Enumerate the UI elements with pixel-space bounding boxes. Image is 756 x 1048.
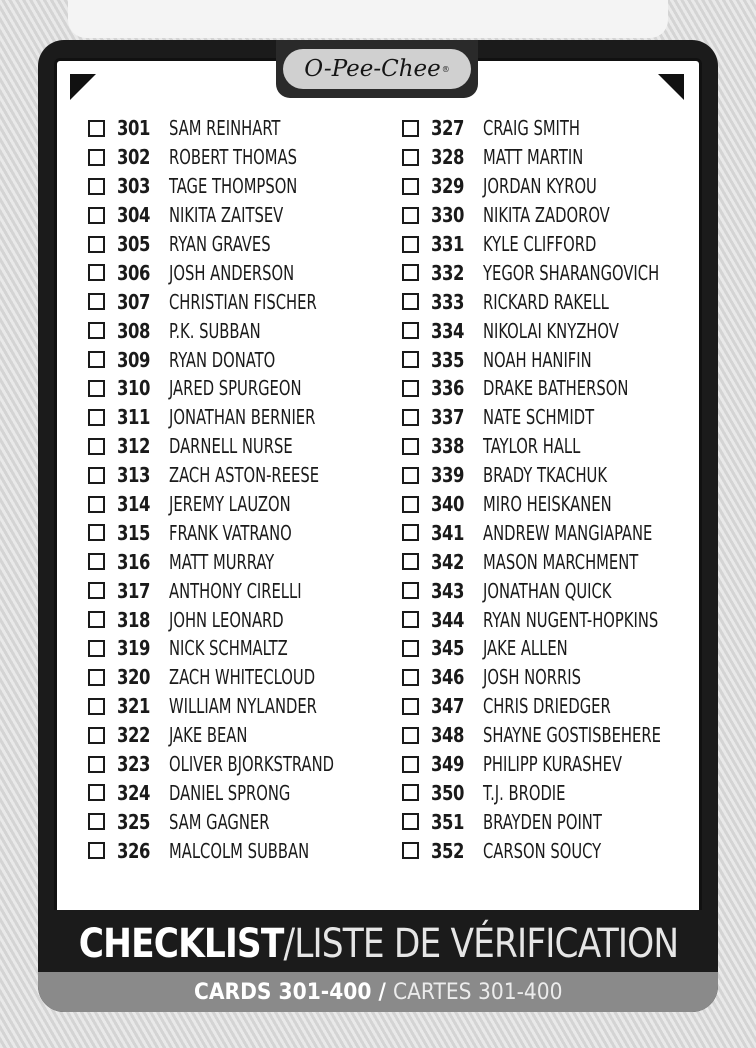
- checklist-column-right: [402, 114, 700, 865]
- checkbox[interactable]: [88, 496, 105, 513]
- checklist-row: [88, 576, 370, 605]
- brand-logo: [276, 40, 478, 98]
- checklist-row: [402, 114, 700, 143]
- checklist-row: [88, 403, 370, 432]
- player-name: ZACH ASTON-REESE: [169, 463, 320, 488]
- player-name: CHRIS DRIEDGER: [483, 694, 611, 719]
- card-number: 308: [117, 318, 151, 343]
- player-name: NATE SCHMIDT: [483, 405, 595, 430]
- card-number: 339: [431, 463, 465, 488]
- player-name: CHRISTIAN FISCHER: [169, 289, 317, 314]
- checkbox[interactable]: [402, 784, 419, 801]
- checkbox[interactable]: [402, 640, 419, 657]
- checkbox[interactable]: [402, 120, 419, 137]
- card-number: 306: [117, 260, 151, 285]
- card-number: 315: [117, 520, 151, 545]
- checklist-row: [402, 403, 700, 432]
- player-name: JARED SPURGEON: [169, 376, 302, 401]
- checkbox[interactable]: [88, 293, 105, 310]
- player-name: MATT MURRAY: [169, 549, 275, 574]
- player-name: NIKOLAI KNYZHOV: [483, 318, 619, 343]
- logo-text: O-Pee-Chee: [304, 56, 441, 82]
- player-name: OLIVER BJORKSTRAND: [169, 752, 334, 777]
- card-number: 351: [431, 809, 465, 834]
- checkbox[interactable]: [402, 842, 419, 859]
- checklist-row: [88, 692, 370, 721]
- player-name: FRANK VATRANO: [169, 520, 292, 545]
- card-number: 322: [117, 723, 151, 748]
- checklist-row: [402, 230, 700, 259]
- checkbox[interactable]: [88, 698, 105, 715]
- checkbox[interactable]: [402, 669, 419, 686]
- player-name: JONATHAN BERNIER: [169, 405, 316, 430]
- checkbox[interactable]: [88, 756, 105, 773]
- player-name: JAKE BEAN: [169, 723, 248, 748]
- card-number: 340: [431, 492, 465, 517]
- checklist-row: [402, 605, 700, 634]
- card-number: 325: [117, 809, 151, 834]
- checklist-row: [88, 836, 370, 865]
- checklist-row: [402, 547, 700, 576]
- logo-badge: [283, 49, 471, 89]
- player-name: RYAN NUGENT-HOPKINS: [483, 607, 659, 632]
- checklist-row: [402, 432, 700, 461]
- checkbox[interactable]: [88, 611, 105, 628]
- card-number: 314: [117, 492, 151, 517]
- subtitle-english: CARDS 301-400: [193, 979, 372, 1005]
- player-name: JEREMY LAUZON: [169, 492, 291, 517]
- player-name: ANDREW MANGIAPANE: [483, 520, 653, 545]
- card-number: 320: [117, 665, 151, 690]
- checkbox[interactable]: [88, 236, 105, 253]
- checklist-row: [402, 721, 700, 750]
- checkbox[interactable]: [402, 236, 419, 253]
- player-name: MALCOLM SUBBAN: [169, 838, 310, 863]
- checkbox[interactable]: [402, 698, 419, 715]
- card-number: 319: [117, 636, 151, 661]
- checklist-row: [88, 316, 370, 345]
- checklist-row: [402, 576, 700, 605]
- card-number: 304: [117, 203, 151, 228]
- card-number: 321: [117, 694, 151, 719]
- checkbox[interactable]: [88, 640, 105, 657]
- checkbox[interactable]: [402, 727, 419, 744]
- card-number: 334: [431, 318, 465, 343]
- player-name: KYLE CLIFFORD: [483, 232, 597, 256]
- card-number: 309: [117, 347, 151, 372]
- checklist-row: [402, 692, 700, 721]
- checkbox[interactable]: [402, 322, 419, 339]
- checkbox[interactable]: [88, 351, 105, 368]
- checkbox[interactable]: [402, 207, 419, 224]
- checklist-row: [402, 345, 700, 374]
- checklist-row: [402, 287, 700, 316]
- checkbox[interactable]: [88, 727, 105, 744]
- player-name: WILLIAM NYLANDER: [169, 694, 317, 719]
- card-number: 348: [431, 723, 465, 748]
- checkbox[interactable]: [402, 756, 419, 773]
- checklist-row: [402, 172, 700, 201]
- card-number: 323: [117, 752, 151, 777]
- checklist-row: [88, 461, 370, 490]
- card-title: [46, 914, 710, 974]
- card-number: 310: [117, 376, 151, 401]
- title-french: LISTE DE VÉRIFICATION: [293, 921, 678, 967]
- card-number: 305: [117, 232, 151, 256]
- player-name: SHAYNE GOSTISBEHERE: [483, 723, 661, 748]
- logo-registered-mark: ®: [441, 64, 450, 74]
- player-name: DARNELL NURSE: [169, 434, 293, 459]
- title-separator: /: [282, 921, 294, 967]
- card-number: 312: [117, 434, 151, 459]
- player-name: DANIEL SPRONG: [169, 780, 291, 805]
- player-name: NIKITA ZADOROV: [483, 203, 610, 228]
- checklist-row: [88, 547, 370, 576]
- checklist-row: [402, 374, 700, 403]
- subtitle-french: CARTES 301-400: [392, 979, 563, 1005]
- checkbox[interactable]: [88, 813, 105, 830]
- checklist-row: [402, 316, 700, 345]
- card-number: 330: [431, 203, 465, 228]
- card-number: 350: [431, 780, 465, 805]
- card-number: 332: [431, 260, 465, 285]
- checkbox[interactable]: [402, 553, 419, 570]
- checklist-row: [88, 172, 370, 201]
- player-name: NIKITA ZAITSEV: [169, 203, 284, 228]
- card-number: 342: [431, 549, 465, 574]
- player-name: JORDAN KYROU: [483, 174, 597, 199]
- checkbox[interactable]: [88, 178, 105, 195]
- checklist-row: [88, 114, 370, 143]
- checkbox[interactable]: [88, 784, 105, 801]
- checkbox[interactable]: [402, 351, 419, 368]
- card-number: 329: [431, 174, 465, 199]
- subtitle-separator: /: [371, 979, 393, 1005]
- player-name: MATT MARTIN: [483, 145, 584, 170]
- checkbox[interactable]: [402, 611, 419, 628]
- card-number: 307: [117, 289, 151, 314]
- player-name: MIRO HEISKANEN: [483, 492, 612, 517]
- checkbox[interactable]: [88, 207, 105, 224]
- checklist-row: [88, 721, 370, 750]
- card-number: 327: [431, 116, 465, 141]
- checklist-row: [88, 778, 370, 807]
- player-name: JONATHAN QUICK: [483, 578, 612, 603]
- player-name: SAM GAGNER: [169, 809, 270, 834]
- checklist-row: [88, 230, 370, 259]
- player-name: RYAN GRAVES: [169, 232, 271, 256]
- player-name: CRAIG SMITH: [483, 116, 581, 141]
- checkbox[interactable]: [88, 149, 105, 166]
- checklist-row: [402, 634, 700, 663]
- checkbox[interactable]: [88, 842, 105, 859]
- checklist-row: [88, 807, 370, 836]
- card-number: 349: [431, 752, 465, 777]
- player-name: MASON MARCHMENT: [483, 549, 639, 574]
- player-name: YEGOR SHARANGOVICH: [483, 260, 660, 285]
- card-number: 318: [117, 607, 151, 632]
- checklist-row: [88, 287, 370, 316]
- card-number: 317: [117, 578, 151, 603]
- player-name: DRAKE BATHERSON: [483, 376, 629, 401]
- player-name: RYAN DONATO: [169, 347, 276, 372]
- card-number: 337: [431, 405, 465, 430]
- player-name: SAM REINHART: [169, 116, 281, 141]
- player-name: NOAH HANIFIN: [483, 347, 592, 372]
- card-top-tab: [68, 0, 668, 38]
- checklist-row: [88, 634, 370, 663]
- checkbox[interactable]: [402, 582, 419, 599]
- checklist-row: [88, 490, 370, 519]
- card-number: 338: [431, 434, 465, 459]
- checklist-row: [402, 143, 700, 172]
- checklist-row: [88, 258, 370, 287]
- checkbox[interactable]: [88, 380, 105, 397]
- checkbox[interactable]: [402, 524, 419, 541]
- player-name: BRAYDEN POINT: [483, 809, 602, 834]
- card-number: 333: [431, 289, 465, 314]
- card-number: 303: [117, 174, 151, 199]
- player-name: JOSH ANDERSON: [169, 260, 295, 285]
- checkbox[interactable]: [402, 409, 419, 426]
- checkbox[interactable]: [402, 380, 419, 397]
- player-name: CARSON SOUCY: [483, 838, 602, 863]
- card-number: 346: [431, 665, 465, 690]
- player-name: T.J. BRODIE: [483, 780, 566, 805]
- card-number: 336: [431, 376, 465, 401]
- checkbox[interactable]: [402, 293, 419, 310]
- checklist-row: [88, 750, 370, 779]
- checklist-row: [88, 432, 370, 461]
- checklist-row: [402, 518, 700, 547]
- card-number: 313: [117, 463, 151, 488]
- card-number: 324: [117, 780, 151, 805]
- checkbox[interactable]: [88, 582, 105, 599]
- checkbox[interactable]: [88, 409, 105, 426]
- checkbox[interactable]: [402, 149, 419, 166]
- card-number: 345: [431, 636, 465, 661]
- player-name: JAKE ALLEN: [483, 636, 568, 661]
- checklist-row: [402, 663, 700, 692]
- checkbox[interactable]: [88, 264, 105, 281]
- checkbox[interactable]: [402, 438, 419, 455]
- checkbox[interactable]: [402, 264, 419, 281]
- checklist-row: [402, 778, 700, 807]
- player-name: PHILIPP KURASHEV: [483, 752, 622, 777]
- checklist-row: [88, 374, 370, 403]
- checklist-row: [402, 461, 700, 490]
- player-name: ANTHONY CIRELLI: [169, 578, 302, 603]
- card-number: 341: [431, 520, 465, 545]
- checklist-row: [402, 201, 700, 230]
- card-number: 352: [431, 838, 465, 863]
- player-name: RICKARD RAKELL: [483, 289, 609, 314]
- player-name: P.K. SUBBAN: [169, 318, 261, 343]
- card-number: 347: [431, 694, 465, 719]
- card-number: 311: [117, 405, 151, 430]
- checkbox[interactable]: [402, 178, 419, 195]
- card-number: 326: [117, 838, 151, 863]
- checkbox[interactable]: [88, 553, 105, 570]
- checklist-row: [402, 807, 700, 836]
- checklist-row: [88, 605, 370, 634]
- card-number: 301: [117, 116, 151, 141]
- checklist-row: [88, 201, 370, 230]
- player-name: TAGE THOMPSON: [169, 174, 298, 199]
- checklist-row: [402, 836, 700, 865]
- checkbox[interactable]: [402, 496, 419, 513]
- player-name: JOHN LEONARD: [169, 607, 284, 632]
- checklist-row: [88, 518, 370, 547]
- checkbox[interactable]: [88, 669, 105, 686]
- card-number: 302: [117, 145, 151, 170]
- player-name: TAYLOR HALL: [483, 434, 581, 459]
- checklist-row: [402, 490, 700, 519]
- checkbox[interactable]: [88, 322, 105, 339]
- card-number: 344: [431, 607, 465, 632]
- checkbox[interactable]: [88, 467, 105, 484]
- corner-triangle-left: [70, 74, 96, 100]
- corner-triangle-right: [658, 74, 684, 100]
- checkbox[interactable]: [88, 524, 105, 541]
- checkbox[interactable]: [88, 120, 105, 137]
- checkbox[interactable]: [402, 467, 419, 484]
- player-name: BRADY TKACHUK: [483, 463, 608, 488]
- card-number: 331: [431, 232, 465, 256]
- player-name: JOSH NORRIS: [483, 665, 581, 690]
- checklist-row: [88, 345, 370, 374]
- checklist-row: [402, 750, 700, 779]
- card-number: 343: [431, 578, 465, 603]
- player-name: ZACH WHITECLOUD: [169, 665, 316, 690]
- card-number: 328: [431, 145, 465, 170]
- subtitle-band: [38, 972, 718, 1012]
- player-name: ROBERT THOMAS: [169, 145, 297, 170]
- card-number: 335: [431, 347, 465, 372]
- checkbox[interactable]: [88, 438, 105, 455]
- checkbox[interactable]: [402, 813, 419, 830]
- checklist-row: [402, 258, 700, 287]
- title-english: CHECKLIST: [78, 921, 283, 967]
- checklist-row: [88, 143, 370, 172]
- card-number: 316: [117, 549, 151, 574]
- checklist-column-left: [88, 114, 370, 865]
- checklist-row: [88, 663, 370, 692]
- player-name: NICK SCHMALTZ: [169, 636, 288, 661]
